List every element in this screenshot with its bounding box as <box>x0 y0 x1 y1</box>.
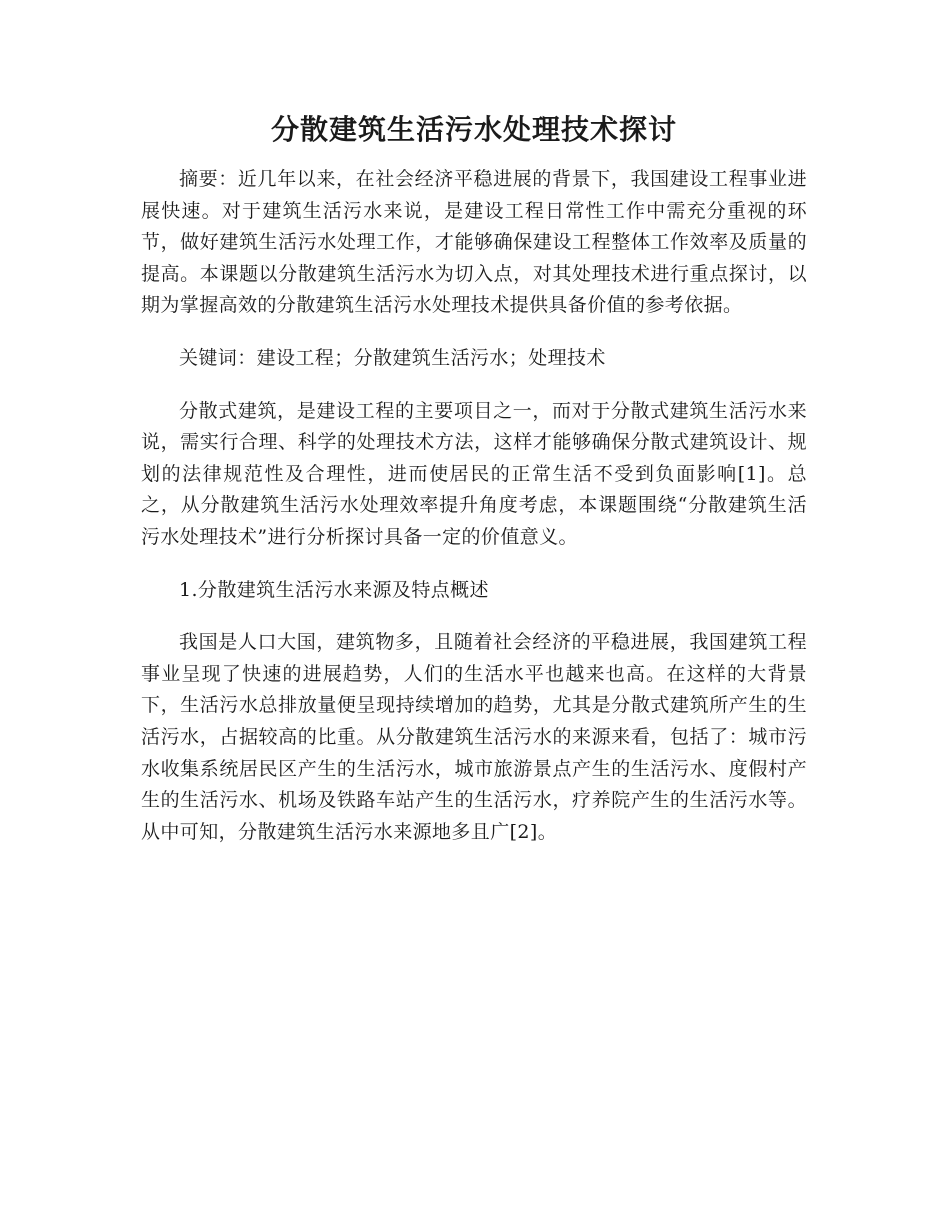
section-1-heading: 1.分散建筑生活污水来源及特点概述 <box>179 578 489 601</box>
section-1-body: 我国是人口大国，建筑物多，且随着社会经济的平稳进展，我国建筑工程事业呈现了快速的进展趋势，人们的生活水平也越来也高。在这样的大背景下，生活污水总排放量便呈现持续增加的趋势，尤其是分散式建筑所产生的生活污水，占据较高的比重。从分散建筑生活污水的来源来看，包括了：城市污水收集系统居民区产生的生活污水，城市旅游景点产生的生活污水、度假村产生的生活污水、机场及铁路车站产生的生活污水，疗养院产生的生活污水等。从中可知，分散建筑生活污水来源地多且广[2]。 <box>141 631 807 843</box>
keywords-paragraph: 关键词：建设工程；分散建筑生活污水；处理技术 <box>179 346 606 369</box>
document-title: 分散建筑生活污水处理技术探讨 <box>270 113 677 146</box>
intro-paragraph: 分散式建筑，是建设工程的主要项目之一，而对于分散式建筑生活污水来说，需实行合理、科学的处理技术方法，这样才能够确保分散式建筑设计、规划的法律规范性及合理性，进而使居民的正常生活不受到负面影响[1]。总之，从分散建筑生活污水处理效率提升角度考虑，本课题围绕“分散建筑生活污水处理技术”进行分析探讨具备一定的价值意义。 <box>141 399 807 548</box>
abstract-paragraph: 摘要：近几年以来，在社会经济平稳进展的背景下，我国建设工程事业进展快速。对于建筑生活污水来说，是建设工程日常性工作中需充分重视的环节，做好建筑生活污水处理工作，才能够确保建设工程整体工作效率及质量的提高。本课题以分散建筑生活污水为切入点，对其处理技术进行重点探讨，以期为掌握高效的分散建筑生活污水处理技术提供具备价值的参考依据。 <box>141 168 807 317</box>
document-page <box>141 110 807 869</box>
